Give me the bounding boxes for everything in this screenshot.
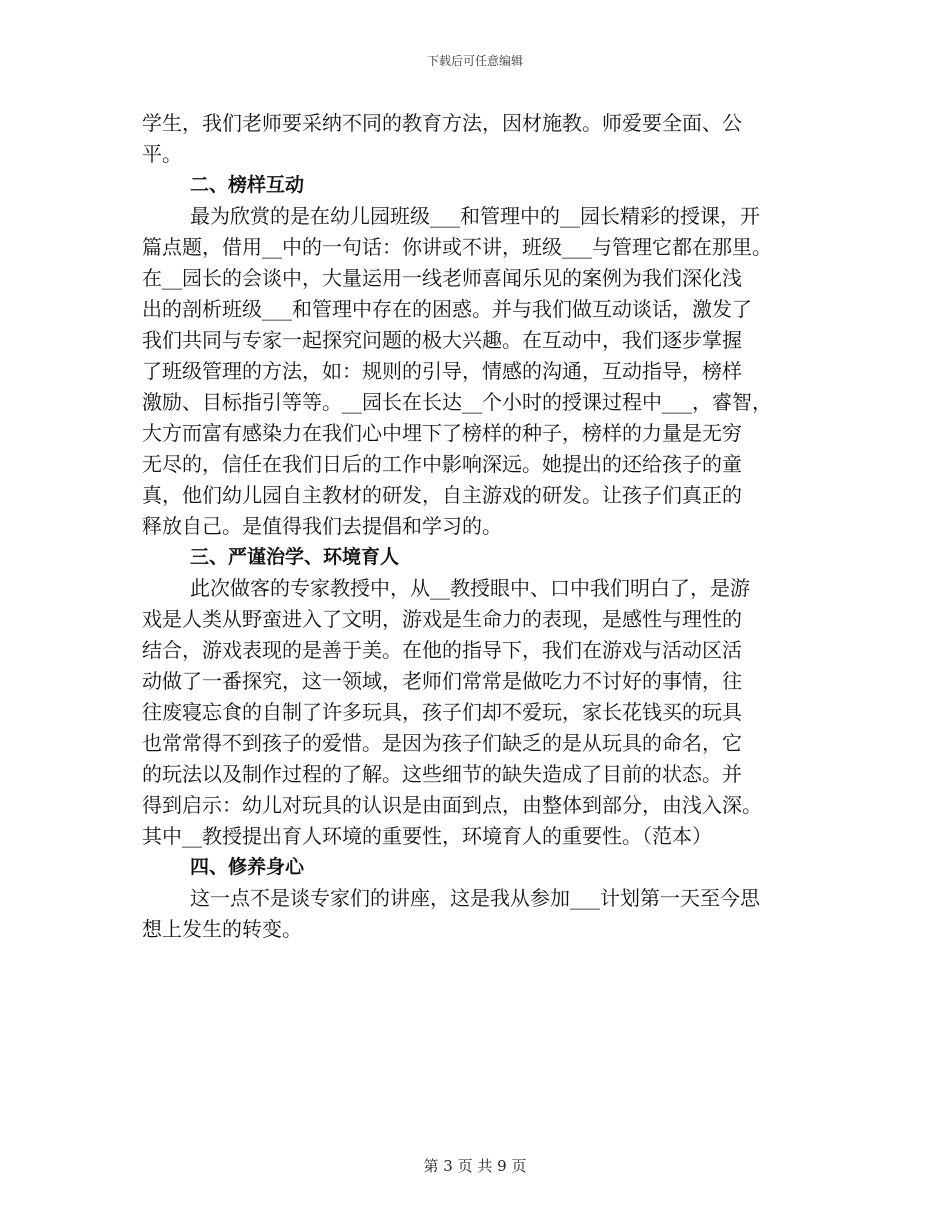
paragraph-line: 往废寝忘食的自制了许多玩具，孩子们却不爱玩，家长花钱买的玩具 [142,700,742,724]
paragraph-line: 激励、目标指引等等。__园长在长达__个小时的授课过程中___，睿智， [142,390,772,414]
paragraph-line: 篇点题，借用__中的一句话：你讲或不讲，班级___与管理它都在那里。 [142,235,772,259]
paragraph-line: 此次做客的专家教授中，从__教授眼中、口中我们明白了，是游 [190,576,750,600]
section-heading-rigorous-teaching: 三、严谨治学、环境育人 [190,546,400,568]
document-body [142,108,810,945]
paragraph-line: 大方而富有感染力在我们心中埋下了榜样的种子，榜样的力量是无穷 [142,421,742,445]
paragraph-line: 戏是人类从野蛮进入了文明，游戏是生命力的表现，是感性与理性的 [142,607,742,631]
section-heading-self-cultivation: 四、修养身心 [190,856,305,878]
paragraph-line: 最为欣赏的是在幼儿园班级___和管理中的__园长精彩的授课，开 [190,204,760,228]
paragraph-line: 我们共同与专家一起探究问题的极大兴趣。在互动中，我们逐步掌握 [142,328,742,352]
paragraph-line: 想上发生的转变。 [142,917,302,941]
paragraph-line: 出的剖析班级___和管理中存在的困惑。并与我们做互动谈话，激发了 [142,297,752,321]
section-heading-role-model: 二、榜样互动 [190,174,305,196]
paragraph-line: 释放自己。是值得我们去提倡和学习的。 [142,514,502,538]
paragraph-line: 真，他们幼儿园自主教材的研发，自主游戏的研发。让孩子们真正的 [142,483,742,507]
paragraph-line: 结合，游戏表现的是善于美。在他的指导下，我们在游戏与活动区活 [142,638,742,662]
paragraph-line: 这一点不是谈专家们的讲座，这是我从参加___计划第一天至今思 [190,886,760,910]
paragraph-line: 平。 [142,142,182,166]
paragraph-line: 的玩法以及制作过程的了解。这些细节的缺失造成了目前的状态。并 [142,762,742,786]
paragraph-line: 无尽的，信任在我们日后的工作中影响深远。她提出的还给孩子的童 [142,452,742,476]
paragraph-line: 得到启示：幼儿对玩具的认识是由面到点，由整体到部分，由浅入深。 [142,793,762,817]
page-header-note: 下载后可任意编辑 [426,54,523,68]
page-number-footer: 第 3 页 共 9 页 [423,1157,527,1175]
paragraph-line: 其中__教授提出育人环境的重要性，环境育人的重要性。（范本） [142,824,712,848]
paragraph-line: 动做了一番探究，这一领域，老师们常常是做吃力不讨好的事情，往 [142,669,742,693]
paragraph-line: 学生，我们老师要采纳不同的教育方法，因材施教。师爱要全面、公 [142,111,742,135]
paragraph-line: 了班级管理的方法，如：规则的引导，情感的沟通，互动指导，榜样 [142,359,742,383]
paragraph-line: 在__园长的会谈中，大量运用一线老师喜闻乐见的案例为我们深化浅 [142,266,742,290]
paragraph-line: 也常常得不到孩子的爱惜。是因为孩子们缺乏的是从玩具的命名，它 [142,731,742,755]
